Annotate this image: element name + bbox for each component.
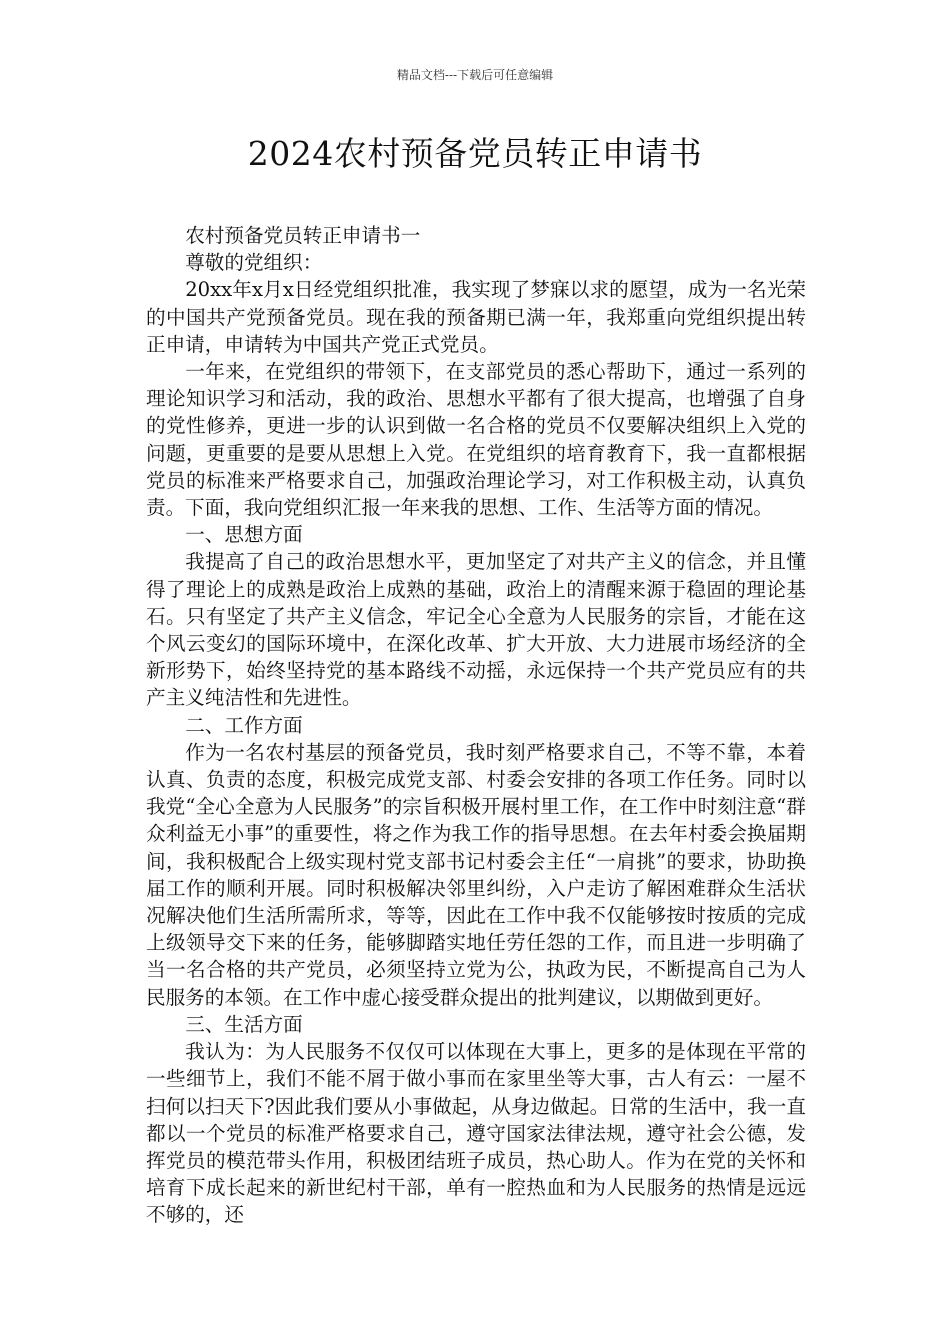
paragraph: 20xx年x月x日经党组织批准，我实现了梦寐以求的愿望，成为一名光荣的中国共产党预备党员。现在我的预备期已满一年，我郑重向党组织提出转正申请，申请转为中国共产党正式党员。 — [146, 278, 806, 356]
paragraph-salutation: 尊敬的党组织： — [185, 251, 323, 275]
section-heading: 二、工作方面 — [185, 713, 303, 737]
paragraph-subtitle: 农村预备党员转正申请书一 — [185, 224, 421, 247]
paragraph: 我提高了自己的政治思想水平，更加坚定了对共产主义的信念，并且懂得了理论上的成熟是政治上成熟的基础，政治上的清醒来源于稳固的理论基石。只有坚定了共产主义信念，牢记全心全意为人民服务的宗旨，才能在这个风云变幻的国际环境中，在深化改革、扩大开放、大力进展市场经济的全新形势下，始终坚持党的基本路线不动摇，永远保持一个共产党员应有的共产主义纯洁性和先进性。 — [146, 550, 806, 710]
paragraph: 我认为：为人民服务不仅仅可以体现在大事上，更多的是体现在平常的一些细节上，我们不能不屑于做小事而在家里坐等大事，古人有云：一屋不扫何以扫天下?因此我们要从小事做起，从身边做起。日常的生活中，我一直都以一个党员的标准严格要求自己，遵守国家法律法规，遵守社会公德，发挥党员的模范带头作用，积极团结班子成员，热心助人。作为在党的关怀和培育下成长起来的新世纪村干部，单有一腔热血和为人民服务的热情是远远不够的，还 — [146, 1040, 806, 1227]
paragraph: 一年来，在党组织的带领下，在支部党员的悉心帮助下，通过一系列的理论知识学习和活动，我的政治、思想水平都有了很大提高，也增强了自身的党性修养，更进一步的认识到做一名合格的党员不仅要解决组织上入党的问题，更重要的是要从思想上入党。在党组织的培育教育下，我一直都根据党员的标准来严格要求自己，加强政治理论学习，对工作积极主动，认真负责。下面，我向党组织汇报一年来我的思想、工作、生活等方面的情况。 — [146, 360, 806, 520]
document-title: 2024农村预备党员转正申请书 — [247, 134, 703, 173]
section-heading: 一、思想方面 — [185, 523, 303, 547]
paragraph: 作为一名农村基层的预备党员，我时刻严格要求自己，不等不靠，本着认真、负责的态度，积极完成党支部、村委会安排的各项工作任务。同时以我党“全心全意为人民服务”的宗旨积极开展村里工作，在工作中时刻注意“群众利益无小事”的重要性，将之作为我工作的指导思想。在去年村委会换届期间，我积极配合上级实现村党支部书记村委会主任“一肩挑”的要求，协助换届工作的顺利开展。同时积极解决邻里纠纷，入户走访了解困难群众生活状况解决他们生活所需所求，等等，因此在工作中我不仅能够按时按质的完成上级领导交下来的任务，能够脚踏实地任劳任怨的工作，而且进一步明确了当一名合格的共产党员，必须坚持立党为公，执政为民，不断提高自己为人民服务的本领。在工作中虚心接受群众提出的批判建议，以期做到更好。 — [146, 740, 806, 1009]
header-note: 精品文档---下载后可任意编辑 — [396, 68, 554, 82]
section-heading: 三、生活方面 — [185, 1012, 303, 1036]
document-body — [146, 222, 806, 1229]
